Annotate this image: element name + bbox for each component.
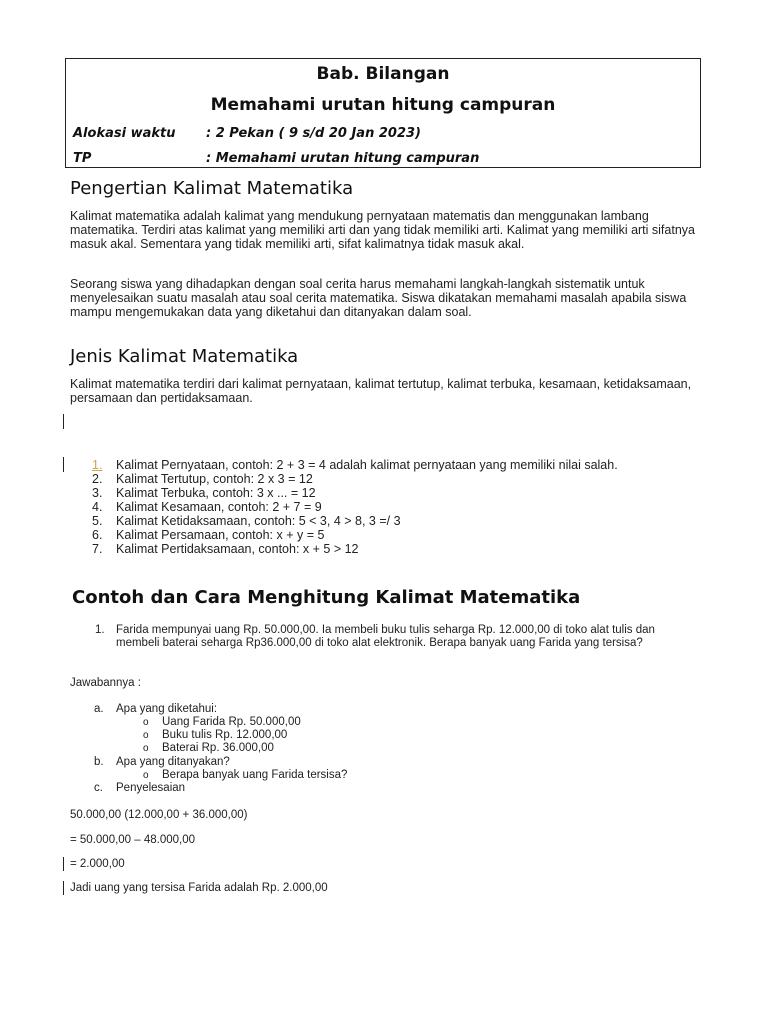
section-heading-jenis: Jenis Kalimat Matematika	[70, 346, 299, 367]
item-b-text: Apa yang ditanyakan?	[116, 756, 230, 768]
section-heading-pengertian: Pengertian Kalimat Matematika	[70, 178, 354, 199]
list-item: 5. Kalimat Ketidaksamaan, contoh: 5 < 3, 4 > 8, 3 =/ 3	[92, 514, 401, 528]
conclusion: Jadi uang yang tersisa Farida adalah Rp. 2.000,00	[70, 882, 328, 894]
item-b-label: b.	[94, 756, 104, 768]
bullet-icon: o	[143, 730, 149, 741]
list-item: 2. Kalimat Tertutup, contoh: 2 x 3 = 12	[92, 472, 313, 486]
chapter-title: Bab. Bilangan	[316, 64, 450, 84]
paragraph: Kalimat matematika adalah kalimat yang mendukung pernyataan matematis dan menggunakan lambang matematika. Terdiri atas kalimat yang memiliki arti dan yang tidak memiliki arti. Kalimat yang memiliki arti sifatnya masuk akal. Sementara yang tidak memiliki arti, sifat kalimatnya tidak masuk akal.	[70, 209, 695, 251]
known-item: Baterai Rp. 36.000,00	[162, 742, 274, 754]
meta-label: TP	[73, 151, 92, 166]
bullet-icon: o	[143, 743, 149, 754]
jenis-list	[70, 458, 690, 556]
text-cursor	[63, 414, 64, 429]
paragraph: Seorang siswa yang dihadapkan dengan soal cerita harus memahami langkah-langkah sistematik untuk menyelesaikan suatu masalah atau soal cerita matematika. Siswa dikatakan memahami masalah apabila siswa mampu mengemukakan data yang diketahui dan ditanyakan dalam soal.	[70, 277, 687, 319]
asked-item: Berapa banyak uang Farida tersisa?	[162, 769, 348, 781]
section-heading-contoh: Contoh dan Cara Menghitung Kalimat Matematika	[72, 587, 581, 608]
list-item: 4. Kalimat Kesamaan, contoh: 2 + 7 = 9	[92, 500, 322, 514]
paragraph: Kalimat matematika terdiri dari kalimat pernyataan, kalimat tertutup, kalimat terbuka, kesamaan, ketidaksamaan, persamaan dan pertidaksamaan.	[70, 377, 692, 405]
list-item: 1. Kalimat Pernyataan, contoh: 2 + 3 = 4 adalah kalimat pernyataan yang memiliki nilai salah.	[92, 458, 618, 472]
list-item: 3. Kalimat Terbuka, contoh: 3 x ... = 12	[92, 486, 316, 500]
meta-value: : 2 Pekan ( 9 s/d 20 Jan 2023)	[206, 126, 421, 141]
item-c-text: Penyelesaian	[116, 782, 186, 794]
list-item: 7. Kalimat Pertidaksamaan, contoh: x + 5 > 12	[92, 542, 359, 556]
lesson-title: Memahami urutan hitung campuran	[210, 95, 556, 115]
text-cursor	[63, 881, 64, 895]
problem-number: 1.	[95, 624, 105, 636]
calc-line-1: 50.000,00 (12.000,00 + 36.000,00)	[70, 809, 248, 821]
known-item: Uang Farida Rp. 50.000,00	[162, 716, 301, 728]
calc-line-3: = 2.000,00	[70, 858, 125, 870]
header-box	[65, 58, 701, 168]
bullet-icon: o	[143, 770, 149, 781]
item-a-label: a.	[94, 703, 104, 715]
calc-line-2: = 50.000,00 – 48.000,00	[70, 834, 196, 846]
meta-value: : Memahami urutan hitung campuran	[206, 151, 480, 166]
text-cursor	[63, 457, 64, 472]
list-item: 6. Kalimat Persamaan, contoh: x + y = 5	[92, 528, 325, 542]
bullet-icon: o	[143, 717, 149, 728]
text-cursor	[63, 857, 64, 871]
item-a-text: Apa yang diketahui:	[116, 703, 218, 715]
problem-text: Farida mempunyai uang Rp. 50.000,00. Ia membeli buku tulis seharga Rp. 12.000,00 di toko alat tulis dan membeli baterai seharga Rp36.000,00 di toko alat elektronik. Berapa banyak uang Farida yang tersisa?	[116, 624, 655, 649]
meta-label: Alokasi waktu	[73, 126, 176, 141]
item-c-label: c.	[94, 782, 103, 794]
answer-label: Jawabannya :	[70, 677, 141, 689]
known-item: Buku tulis Rp. 12.000,00	[162, 729, 288, 741]
